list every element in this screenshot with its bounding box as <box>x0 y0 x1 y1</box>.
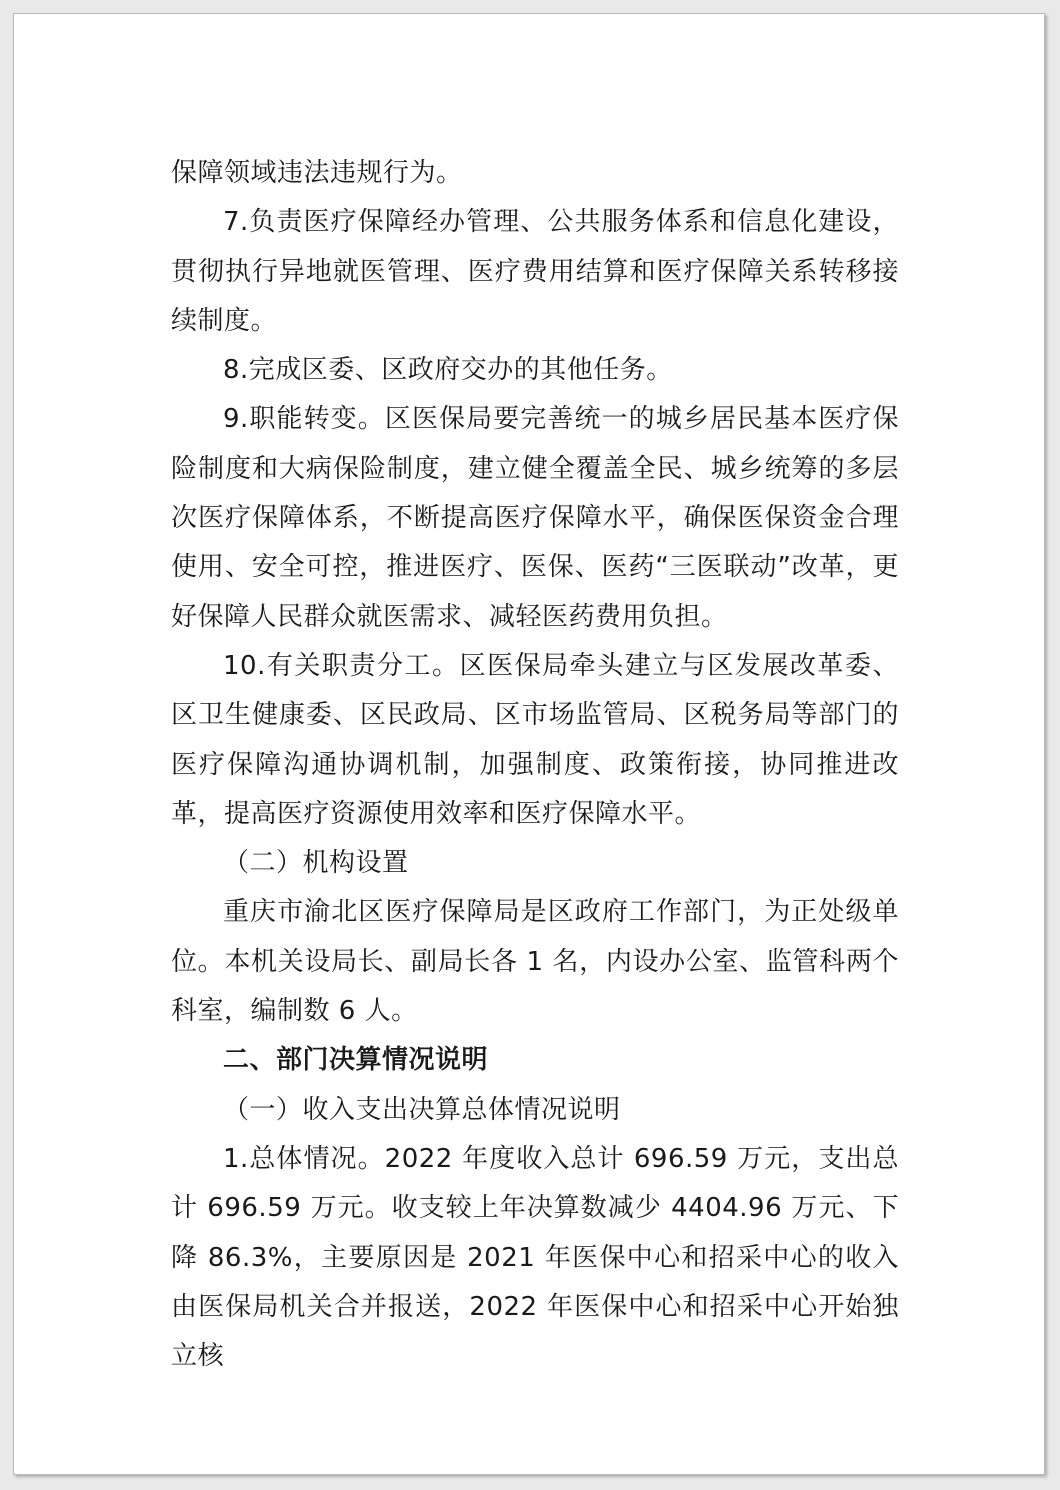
paragraph-item-8: 8.完成区委、区政府交办的其他任务。 <box>223 355 673 386</box>
paragraph-continuation: 保障领域违法违规行为。 <box>171 158 463 188</box>
section-heading-organization: （二）机构设置 <box>223 848 409 879</box>
paragraph-item-7: 7.负责医疗保障经办管理、公共服务体系和信息化建设，贯彻执行异地就医管理、医疗费用结算和医疗保障关系转移接续制度。 <box>171 207 899 336</box>
document-body <box>171 149 899 1381</box>
paragraph-organization: 重庆市渝北区医疗保障局是区政府工作部门，为正处级单位。本机关设局长、副局长各 1 名，内设办公室、监管科两个科室，编制数 6 人。 <box>171 897 899 1027</box>
paragraph-item-9: 9.职能转变。区医保局要完善统一的城乡居民基本医疗保险制度和大病保险制度，建立健全覆盖全民、城乡统筹的多层次医疗保障体系，不断提高医疗保障水平，确保医保资金合理使用、安全可控，推进医疗、医保、医药“三医联动”改革，更好保障人民群众就医需求、减轻医药费用负担。 <box>171 404 899 632</box>
document-page <box>13 13 1045 1475</box>
paragraph-overall-situation: 1.总体情况。2022 年度收入总计 696.59 万元，支出总计 696.59 万元。收支较上年决算数减少 4404.96 万元、下降 86.3%，主要原因是 2021 年医保中心和招采中心的收入由医保局机关合并报送，2022 年医保中心和招采中心开始独立核 <box>171 1143 899 1372</box>
chapter-heading-final-accounts: 二、部门决算情况说明 <box>223 1045 489 1076</box>
section-heading-income-expenditure: （一）收入支出决算总体情况说明 <box>223 1094 621 1125</box>
paragraph-item-10: 10.有关职责分工。区医保局牵头建立与区发展改革委、区卫生健康委、区民政局、区市场监管局、区税务局等部门的医疗保障沟通协调机制，加强制度、政策衔接，协同推进改革，提高医疗资源使用效率和医疗保障水平。 <box>171 650 899 829</box>
